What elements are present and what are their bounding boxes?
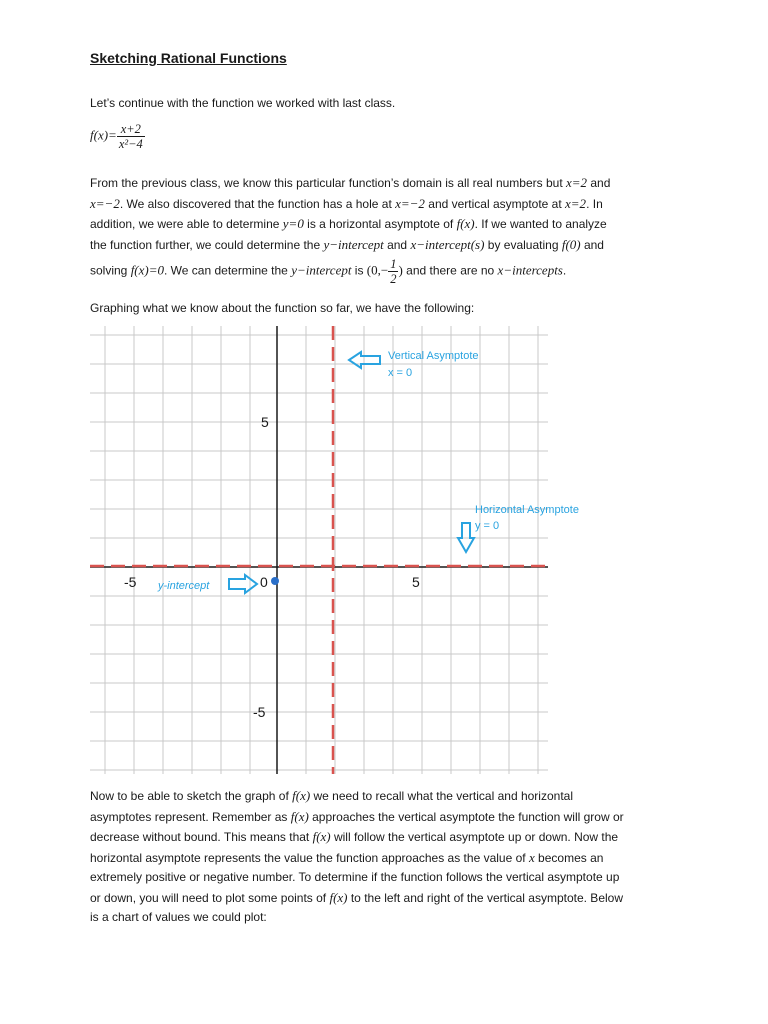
- y-intercept-fraction: $\frac{1}{2}$: [390, 257, 397, 286]
- p1-line2: x=−2. We also discovered that the function has a hole at x=−2 and vertical asymptote at x=2. In: [90, 195, 603, 211]
- p2-line2: asymptotes represent. Remember as f(x) approaches the vertical asymptote the function will grow or: [90, 808, 624, 824]
- p2-line1: Now to be able to sketch the graph of f(x) we need to recall what the vertical and horizontal: [90, 788, 573, 803]
- y-tick-5: 5: [261, 414, 269, 430]
- y-intercept-arrow-icon: [229, 575, 257, 593]
- y-intercept-label: y-intercept: [158, 580, 210, 592]
- p2-line5: extremely positive or negative number. To determine if the function follows the vertical asymptote up: [90, 870, 620, 884]
- function-definition: [90, 122, 682, 151]
- asymptote-graph: [90, 326, 579, 776]
- function-lhs: f(x)=: [90, 127, 117, 143]
- vertical-asymptote-equation: x = 0: [388, 367, 413, 379]
- page-title: Sketching Rational Functions: [90, 50, 287, 66]
- p2-line4: horizontal asymptote represents the value the function approaches as the value of x becomes an: [90, 849, 604, 865]
- p1-line4: the function further, we could determine the y−intercept and x−intercept(s) by evaluating f(0) and: [90, 236, 604, 252]
- horizontal-asymptote-equation: y = 0: [475, 520, 500, 532]
- y-tick-neg5: -5: [253, 704, 266, 720]
- function-numerator: x+2: [117, 122, 145, 137]
- p2-line6: or down, you will need to plot some points of f(x) to the left and right of the vertical asymptote. Below: [90, 889, 623, 905]
- p1-line1: From the previous class, we know this particular function’s domain is all real numbers but x=2 and: [90, 175, 611, 190]
- p2-line7: is a chart of values we could plot:: [90, 910, 267, 924]
- graph-intro: Graphing what we know about the function so far, we have the following:: [90, 301, 475, 315]
- origin-label: 0: [260, 574, 268, 590]
- vertical-asymptote-label: Vertical Asymptote: [388, 350, 479, 362]
- y-intercept-point: [271, 577, 279, 585]
- p1-line3: addition, we were able to determine y=0 is a horizontal asymptote of f(x). If we wanted to analyze: [90, 216, 607, 231]
- function-denominator: x²−4: [118, 137, 143, 151]
- x-tick-neg5: -5: [124, 574, 137, 590]
- p2-line3: decrease without bound. This means that f(x) will follow the vertical asymptote up or down. Now the: [90, 829, 619, 844]
- x-tick-5: 5: [412, 574, 420, 590]
- paragraph-2: [90, 786, 682, 928]
- intro-text: Let’s continue with the function we worked with last class.: [90, 96, 396, 110]
- grid: [90, 326, 548, 774]
- horizontal-asymptote-label: Horizontal Asymptote: [475, 504, 579, 516]
- function-fraction: [117, 122, 145, 151]
- paragraph-1: [90, 173, 682, 286]
- p1-line5: solving f(x)=0. We can determine the y−intercept is (0,− $\frac{1}{2}$ ) and there are no x−intercepts.: [90, 257, 567, 286]
